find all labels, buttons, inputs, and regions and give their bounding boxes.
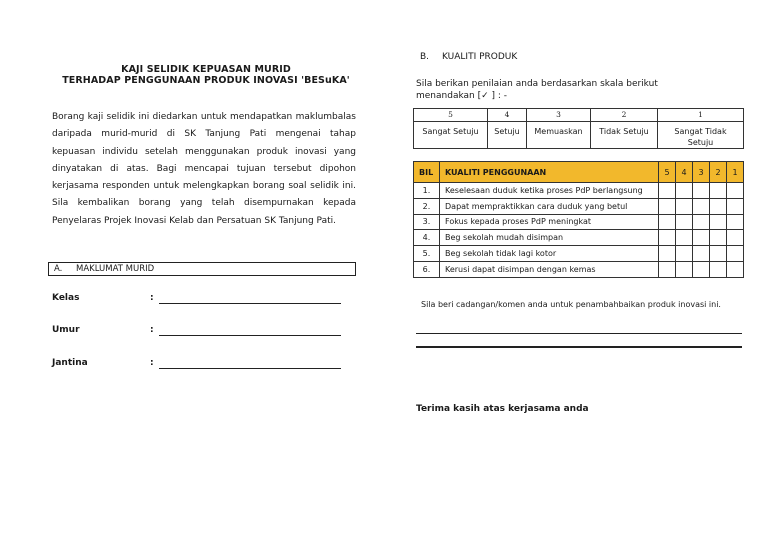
score-checkbox[interactable] [676, 198, 693, 214]
score-checkbox[interactable] [727, 246, 744, 262]
quality-header: KUALITI PENGGUNAAN [440, 162, 659, 183]
scale-number-cell: 4 [488, 109, 527, 122]
score-checkbox[interactable] [727, 214, 744, 230]
score-header: 3 [693, 162, 710, 183]
quality-table-header [414, 162, 744, 183]
row-number: 1. [414, 183, 440, 199]
section-b-header [420, 52, 517, 62]
field-jantina-line[interactable] [159, 368, 341, 369]
score-checkbox[interactable] [710, 214, 727, 230]
score-header: 4 [676, 162, 693, 183]
table-row [414, 183, 744, 199]
row-number: 3. [414, 214, 440, 230]
row-item-text: Kerusi dapat disimpan dengan kemas [440, 261, 659, 277]
score-checkbox[interactable] [727, 261, 744, 277]
field-kelas-label: Kelas [52, 293, 80, 303]
score-checkbox[interactable] [676, 214, 693, 230]
score-checkbox[interactable] [659, 198, 676, 214]
score-checkbox[interactable] [693, 246, 710, 262]
row-number: 2. [414, 198, 440, 214]
field-jantina-colon: : [150, 358, 154, 368]
section-b-number: B. [420, 52, 430, 62]
score-checkbox[interactable] [727, 198, 744, 214]
score-checkbox[interactable] [659, 261, 676, 277]
row-item-text: Dapat mempraktikkan cara duduk yang betul [440, 198, 659, 214]
score-checkbox[interactable] [693, 230, 710, 246]
table-row [414, 246, 744, 262]
intro-paragraph: Borang kaji selidik ini diedarkan untuk mendapatkan maklumbalas daripada murid-murid di SK Tanjung Pati mengenai tahap kepuasan individu setelah menggunakan produk inovasi yang dinyatakan di atas. Bagi mencapai tujuan tersebut dipohon kerjasama responden untuk melengkapkan borang soal selidik ini. Sila kembalikan borang yang telah disempurnakan kepada Penyelaras Projek Inovasi Kelab dan Persatuan SK Tanjung Pati. [52, 112, 356, 226]
survey-title-line-2: TERHADAP PENGGUNAAN PRODUK INOVASI 'BESuKA' [62, 75, 350, 86]
score-checkbox[interactable] [676, 261, 693, 277]
scale-label-cell: Sangat Tidak Setuju [658, 122, 744, 149]
score-checkbox[interactable] [659, 214, 676, 230]
score-checkbox[interactable] [693, 198, 710, 214]
score-checkbox[interactable] [676, 183, 693, 199]
survey-title-line-1: KAJI SELIDIK KEPUASAN MURID [121, 64, 291, 75]
thank-you-note: Terima kasih atas kerjasama anda [416, 404, 589, 414]
scale-label-row [414, 122, 744, 149]
score-checkbox[interactable] [710, 230, 727, 246]
table-row [414, 230, 744, 246]
table-row [414, 214, 744, 230]
field-umur-line[interactable] [159, 335, 341, 336]
score-checkbox[interactable] [659, 246, 676, 262]
row-item-text: Beg sekolah mudah disimpan [440, 230, 659, 246]
row-number: 4. [414, 230, 440, 246]
quality-table [413, 161, 744, 278]
score-checkbox[interactable] [710, 261, 727, 277]
score-checkbox[interactable] [659, 230, 676, 246]
bil-header: BIL [414, 162, 440, 183]
score-checkbox[interactable] [727, 230, 744, 246]
scale-label-cell: Tidak Setuju [591, 122, 658, 149]
section-a-number: A. [54, 264, 63, 274]
section-b-label: KUALITI PRODUK [442, 52, 518, 62]
section-a-header [48, 262, 356, 276]
score-checkbox[interactable] [710, 198, 727, 214]
field-kelas-colon: : [150, 293, 154, 303]
score-header: 1 [727, 162, 744, 183]
score-checkbox[interactable] [710, 183, 727, 199]
row-item-text: Keselesaan duduk ketika proses PdP berlangsung [440, 183, 659, 199]
score-checkbox[interactable] [693, 261, 710, 277]
field-kelas-line[interactable] [159, 303, 341, 304]
scale-label-cell: Memuaskan [527, 122, 591, 149]
score-checkbox[interactable] [727, 183, 744, 199]
score-checkbox[interactable] [693, 214, 710, 230]
score-header: 2 [710, 162, 727, 183]
score-checkbox[interactable] [659, 183, 676, 199]
score-checkbox[interactable] [676, 246, 693, 262]
score-checkbox[interactable] [676, 230, 693, 246]
row-number: 6. [414, 261, 440, 277]
scale-number-row [414, 109, 744, 122]
comment-line-2[interactable] [416, 346, 742, 348]
comment-prompt: Sila beri cadangan/komen anda untuk penambahbaikan produk inovasi ini. [421, 300, 721, 309]
scale-number-cell: 3 [527, 109, 591, 122]
scale-label-cell: Setuju [488, 122, 527, 149]
scale-label-cell: Sangat Setuju [414, 122, 488, 149]
scale-instruction: Sila berikan penilaian anda berdasarkan skala berikut menandakan [✓ ] : - [416, 79, 658, 101]
field-umur-colon: : [150, 325, 154, 335]
row-item-text: Beg sekolah tidak lagi kotor [440, 246, 659, 262]
table-row [414, 198, 744, 214]
scale-number-cell: 1 [658, 109, 744, 122]
comment-line-1[interactable] [416, 333, 742, 334]
scale-number-cell: 5 [414, 109, 488, 122]
section-a-label: MAKLUMAT MURID [76, 264, 155, 274]
scale-number-cell: 2 [591, 109, 658, 122]
row-number: 5. [414, 246, 440, 262]
field-jantina-label: Jantina [52, 358, 88, 368]
row-item-text: Fokus kepada proses PdP meningkat [440, 214, 659, 230]
rating-scale-table [413, 108, 744, 149]
field-umur-label: Umur [52, 325, 80, 335]
table-row [414, 261, 744, 277]
score-checkbox[interactable] [710, 246, 727, 262]
score-header: 5 [659, 162, 676, 183]
score-checkbox[interactable] [693, 183, 710, 199]
